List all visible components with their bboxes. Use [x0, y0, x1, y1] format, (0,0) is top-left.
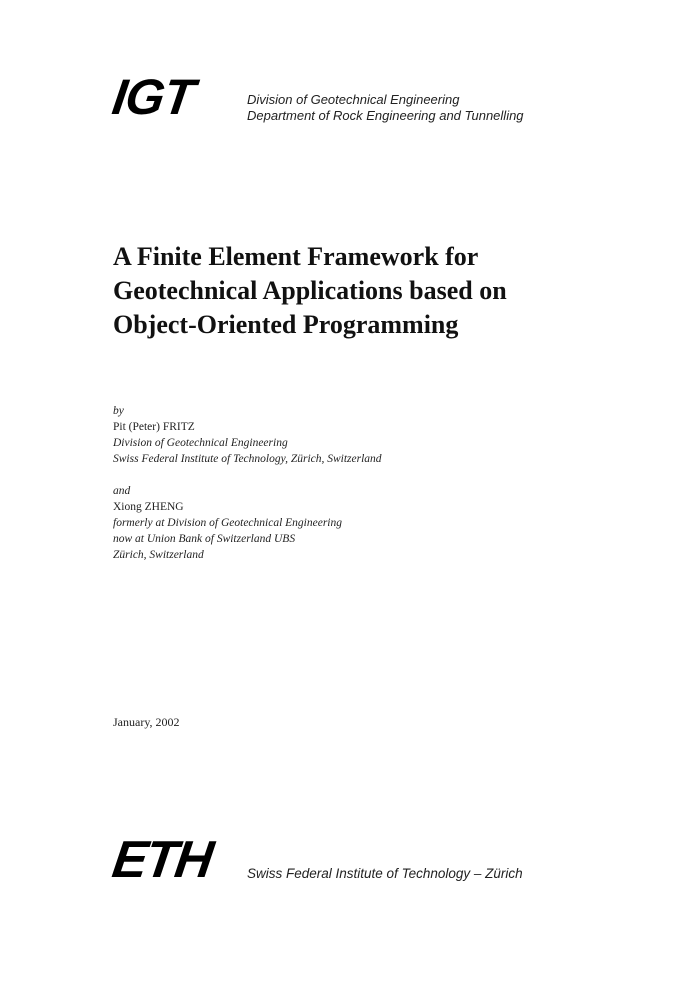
footer-institution: Swiss Federal Institute of Technology – Zürich	[247, 866, 523, 881]
author-1-affiliation-1: Division of Geotechnical Engineering	[113, 437, 288, 449]
document-title	[113, 240, 633, 342]
division-name: Division of Geotechnical Engineering	[247, 92, 460, 107]
author-2-affiliation-1: formerly at Division of Geotechnical Engineering	[113, 517, 342, 529]
publication-date: January, 2002	[113, 715, 180, 729]
authors-block	[113, 403, 382, 563]
author-2-affiliation-3: Zürich, Switzerland	[113, 549, 204, 561]
author-2-affiliation-2: now at Union Bank of Switzerland UBS	[113, 533, 296, 545]
title-line-2: Geotechnical Applications based on	[113, 276, 507, 305]
title-line-1: A Finite Element Framework for	[113, 242, 479, 271]
and-label: and	[113, 485, 131, 497]
by-label: by	[113, 405, 124, 417]
header-institution	[247, 92, 524, 124]
author-2-name: Xiong ZHENG	[113, 501, 184, 513]
author-1-affiliation-2: Swiss Federal Institute of Technology, Zürich, Switzerland	[113, 453, 382, 465]
title-line-3: Object-Oriented Programming	[113, 310, 459, 339]
eth-logo: ETH	[108, 831, 216, 889]
author-1-name: Pit (Peter) FRITZ	[113, 421, 195, 433]
igt-logo: IGT	[109, 69, 198, 125]
department-name: Department of Rock Engineering and Tunnelling	[247, 108, 524, 123]
